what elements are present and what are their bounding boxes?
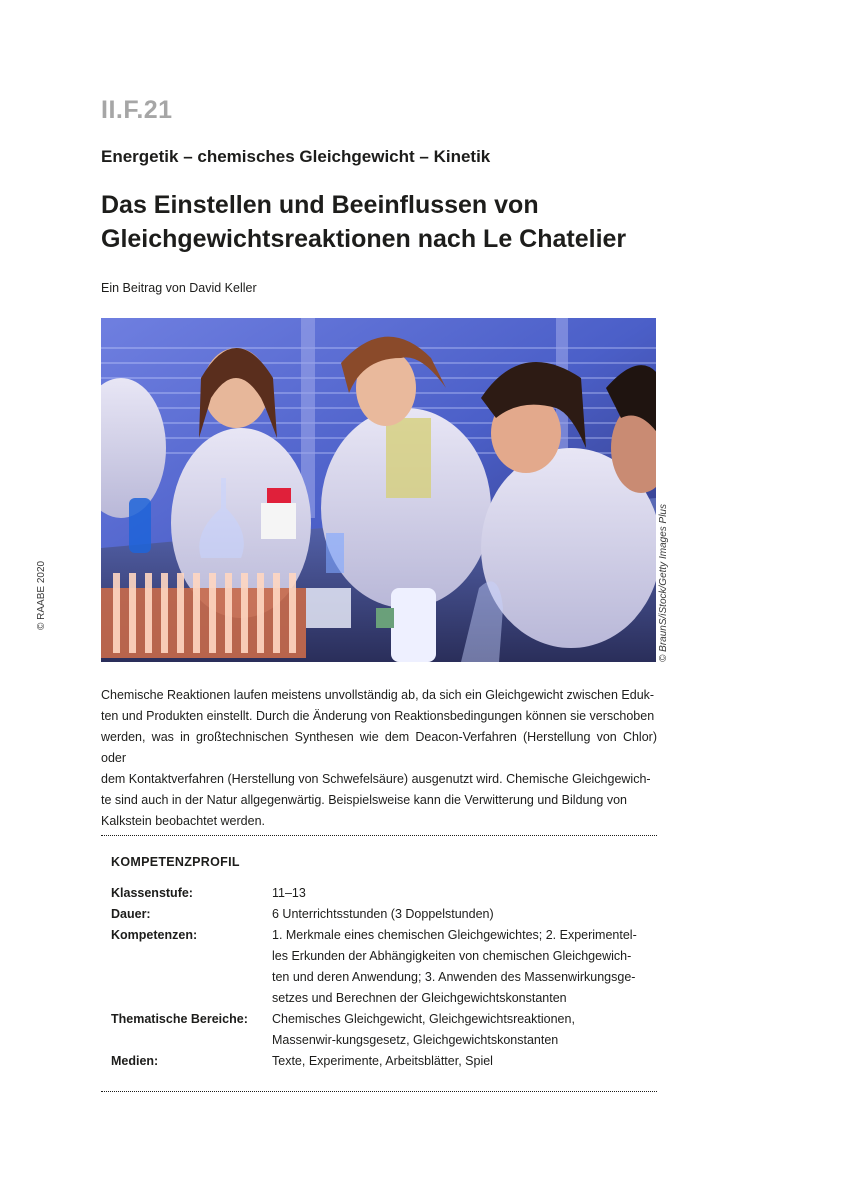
kp-row-klassenstufe xyxy=(111,883,651,904)
divider-bottom xyxy=(101,1091,657,1092)
kp-value: 6 Unterrichtsstunden (3 Doppelstunden) xyxy=(272,907,494,921)
lab-photo xyxy=(101,318,656,662)
kp-value: 1. Merkmale eines chemischen Gleichgewichtes; 2. Experimentel-les Erkunden der Abhängigkeiten von chemischen Gleichgewich-ten und deren Anwendung; 3. Anwenden des Massenwirkungsge-setzes und Berechnen der Gleichgewichtskonstanten xyxy=(272,928,637,1005)
kp-row-dauer xyxy=(111,904,651,925)
kp-label: Thematische Bereiche: xyxy=(111,1012,248,1026)
author-line: Ein Beitrag von David Keller xyxy=(101,281,257,295)
kp-label: Kompetenzen: xyxy=(111,928,198,942)
intro-line: Chemische Reaktionen laufen meistens unvollständig ab, da sich ein Gleichgewicht zwischen Eduk- xyxy=(101,688,655,702)
page-title xyxy=(101,188,701,256)
kp-row-thematische-bereiche xyxy=(111,1009,651,1051)
intro-line: te sind auch in der Natur allgegenwärtig. Beispielsweise kann die Verwitterung und Bildung von xyxy=(101,793,628,807)
kp-value: Chemisches Gleichgewicht, Gleichgewichtsreaktionen, Massenwir-kungsgesetz, Gleichgewichtskonstanten xyxy=(272,1012,575,1047)
intro-line: dem Kontaktverfahren (Herstellung von Schwefelsäure) ausgenutzt wird. Chemische Gleichgewich- xyxy=(101,772,651,786)
kp-row-kompetenzen xyxy=(111,925,651,1009)
kp-value: Texte, Experimente, Arbeitsblätter, Spiel xyxy=(272,1054,493,1068)
kp-label: Klassenstufe: xyxy=(111,886,193,900)
photo-credit: © BraunS/iStock/Getty Images Plus xyxy=(658,504,669,662)
intro-paragraph xyxy=(101,685,657,832)
kp-label: Medien: xyxy=(111,1054,159,1068)
kp-row-medien xyxy=(111,1051,651,1072)
kp-label: Dauer: xyxy=(111,907,151,921)
intro-line: ten und Produkten einstellt. Durch die Änderung von Reaktionsbedingungen können sie verschoben xyxy=(101,709,655,723)
kompetenzprofil-heading: KOMPETENZPROFIL xyxy=(111,855,240,869)
copyright-side: © RAABE 2020 xyxy=(36,560,47,630)
intro-line: Kalkstein beobachtet werden. xyxy=(101,814,265,828)
title-line-1: Das Einstellen und Beeinflussen von xyxy=(101,191,539,219)
subtitle: Energetik – chemisches Gleichgewicht – Kinetik xyxy=(101,147,491,166)
section-code: II.F.21 xyxy=(101,96,173,124)
intro-line: werden, was in großtechnischen Synthesen wie dem Deacon-Verfahren (Herstellung von Chlor) oder xyxy=(101,730,657,765)
kp-value: 11–13 xyxy=(272,886,306,900)
title-line-2: Gleichgewichtsreaktionen nach Le Chatelier xyxy=(101,225,627,253)
divider-top xyxy=(101,835,657,836)
